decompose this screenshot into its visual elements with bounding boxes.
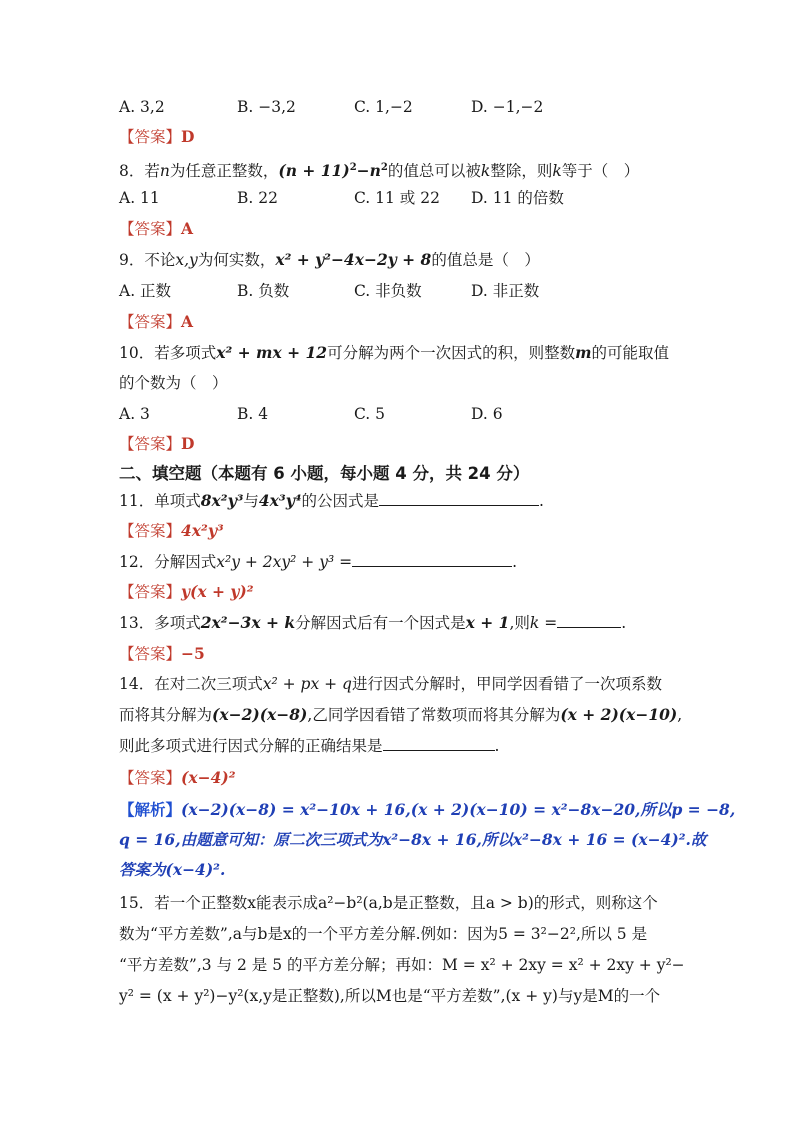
q14-question-line2 <box>119 704 682 726</box>
q9-option-b: B. 负数 <box>237 282 290 300</box>
q10-option-b: B. 4 <box>237 405 269 423</box>
math-expr: (x−2)(x−8) <box>212 705 308 724</box>
question-text: . <box>512 553 518 571</box>
math-var: k <box>552 162 562 181</box>
q10-answer <box>119 433 194 455</box>
answer-tag: 【答案】 <box>119 583 182 601</box>
q14-question-line3 <box>119 735 499 757</box>
answer-value: A <box>181 312 194 331</box>
question-text: . <box>539 492 544 510</box>
question-text: 的值总是（ ） <box>431 251 540 269</box>
question-number: 12． <box>119 553 155 571</box>
q10-option-c: C. 5 <box>354 405 386 423</box>
q9-question <box>119 249 540 271</box>
math-expr: (x + 2)(x−10) <box>560 705 678 724</box>
math-var: m <box>575 343 592 362</box>
question-text: 单项式 <box>154 492 201 510</box>
math-expr: x² + mx + 12 <box>216 343 328 362</box>
q14-explanation-line3 <box>119 859 225 881</box>
q12-answer <box>119 581 254 603</box>
q11-answer <box>119 520 224 542</box>
q14-explanation-line1 <box>119 799 735 821</box>
q8-option-a: A. 11 <box>119 189 160 207</box>
question-number: 13． <box>119 614 155 632</box>
question-text: 整除，则 <box>490 162 553 181</box>
q9-option-d: D. 非正数 <box>471 282 540 300</box>
question-text: 不论 <box>144 251 176 269</box>
explanation-text: 答案为(x−4)². <box>119 860 226 879</box>
q12-question <box>119 551 517 573</box>
math-expr: x + 1 <box>465 613 510 632</box>
q15-question-line2: 数为“平方差数”,a与b是x的一个平方差分解.例如：因为5 = 3²−2²,所以 5 是 <box>119 925 648 943</box>
question-text: ,则 <box>509 614 530 632</box>
math-expr: −n <box>356 161 381 181</box>
q7-option-b: B. −3,2 <box>237 98 296 116</box>
answer-value: D <box>181 434 195 453</box>
q8-option-b: B. 22 <box>237 189 278 207</box>
question-text: 的值总可以被 <box>387 162 481 181</box>
math-expr: x² + px + q <box>262 675 352 693</box>
question-text: . <box>494 737 500 755</box>
q14-answer <box>119 767 236 789</box>
answer-tag: 【答案】 <box>119 645 182 663</box>
question-text: 为何实数， <box>197 251 276 269</box>
question-text: 多项式 <box>154 614 201 632</box>
math-sup: 2 <box>380 162 388 173</box>
answer-tag: 【答案】 <box>119 435 182 453</box>
math-expr: 2x²−3x + k <box>200 613 296 632</box>
question-text: 在对二次三项式 <box>154 675 263 693</box>
question-number: 9． <box>119 251 145 269</box>
question-text: 的公因式是 <box>301 492 380 510</box>
q9-answer <box>119 311 193 333</box>
answer-blank <box>557 613 621 628</box>
question-text: 分解因式后有一个因式是 <box>295 614 466 632</box>
q8-question <box>119 157 639 182</box>
question-text: ,乙同学因看错了常数项而将其分解为 <box>307 706 561 724</box>
q9-option-a: A. 正数 <box>119 282 172 300</box>
math-expr: x² + y²−4x−2y + 8 <box>275 250 432 269</box>
q7-option-d: D. −1,−2 <box>471 98 544 116</box>
question-number: 14． <box>119 675 155 693</box>
math-expr: 8x²y³ <box>200 491 244 510</box>
q13-answer <box>119 643 205 665</box>
q8-answer <box>119 218 193 240</box>
question-text: 可分解为两个一次因式的积，则整数 <box>327 344 576 362</box>
math-var: x,y <box>175 251 198 269</box>
section-heading: 二、填空题（本题有 6 小题，每小题 4 分，共 24 分） <box>119 464 530 483</box>
question-text: 等于（ ） <box>561 162 640 181</box>
answer-value: 4x²y³ <box>181 521 224 540</box>
answer-blank <box>352 552 512 567</box>
math-expr: 4x³y⁴ <box>258 491 302 510</box>
q14-question <box>119 673 662 695</box>
question-number: 10． <box>119 344 155 362</box>
q8-option-d: D. 11 的倍数 <box>471 189 564 207</box>
answer-value: D <box>181 127 195 146</box>
question-text: 若 <box>144 162 160 181</box>
question-text: 与 <box>243 492 259 510</box>
math-expr: (n + 11) <box>278 161 350 181</box>
question-text: 若一个正整数x能表示成a²−b²(a,b是正整数，且a > b)的形式，则称这个 <box>154 894 658 912</box>
answer-blank <box>383 736 495 751</box>
q10-option-d: D. 6 <box>471 405 503 423</box>
q11-question <box>119 490 544 512</box>
math-expr: x²y + 2xy² + y³ = <box>216 553 353 571</box>
question-text: 而将其分解为 <box>119 706 213 724</box>
q10-option-a: A. 3 <box>119 405 150 423</box>
question-text: 分解因式 <box>154 553 217 571</box>
math-expr: k = <box>529 614 558 632</box>
answer-tag: 【答案】 <box>119 313 182 331</box>
question-number: 8． <box>119 162 145 181</box>
q15-question-line4: y² = (x + y²)−y²(x,y是正整数),所以M也是“平方差数”,(x + y)与y是M的一个 <box>119 987 661 1005</box>
q14-explanation-line2 <box>119 829 706 851</box>
question-text: , <box>677 706 683 724</box>
answer-tag: 【答案】 <box>119 220 182 238</box>
answer-blank <box>379 491 539 506</box>
question-number: 11． <box>119 492 155 510</box>
q15-question-line3: “平方差数”,3 与 2 是 5 的平方差分解；再如：M = x² + 2xy = x² + 2xy + y²− <box>119 956 685 974</box>
math-var: k <box>480 162 491 181</box>
math-var: n <box>159 162 170 181</box>
q7-answer <box>119 126 194 148</box>
q10-question-line2: 的个数为（ ） <box>119 374 228 392</box>
question-text: . <box>621 614 627 632</box>
q15-question <box>119 892 658 914</box>
q13-question <box>119 612 626 634</box>
explanation-text: (x−2)(x−8) = x²−10x + 16,(x + 2)(x−10) = x²−8x−20,所以p = −8, <box>181 800 736 819</box>
question-text: 若多项式 <box>154 344 217 362</box>
question-number: 15． <box>119 894 155 912</box>
q9-option-c: C. 非负数 <box>354 282 422 300</box>
math-sup: 2 <box>349 162 357 173</box>
answer-tag: 【答案】 <box>119 128 182 146</box>
explanation-text: q = 16,由题意可知：原二次三项式为x²−8x + 16,所以x²−8x + 16 = (x−4)².故 <box>119 830 707 849</box>
answer-value: (x−4)² <box>181 768 236 787</box>
answer-value: A <box>181 219 194 238</box>
answer-tag: 【答案】 <box>119 522 182 540</box>
question-text: 进行因式分解时，甲同学因看错了一次项系数 <box>351 675 662 693</box>
q7-option-a: A. 3,2 <box>119 98 165 116</box>
q8-option-c: C. 11 或 22 <box>354 189 440 207</box>
explanation-tag: 【解析】 <box>119 801 182 819</box>
question-text: 为任意正整数， <box>169 162 279 181</box>
answer-tag: 【答案】 <box>119 769 182 787</box>
answer-value: y(x + y)² <box>181 582 254 601</box>
q7-option-c: C. 1,−2 <box>354 98 413 116</box>
answer-value: −5 <box>181 644 205 663</box>
question-text: 则此多项式进行因式分解的正确结果是 <box>119 737 383 755</box>
q10-question <box>119 342 669 364</box>
question-text: 的可能取值 <box>591 344 669 362</box>
